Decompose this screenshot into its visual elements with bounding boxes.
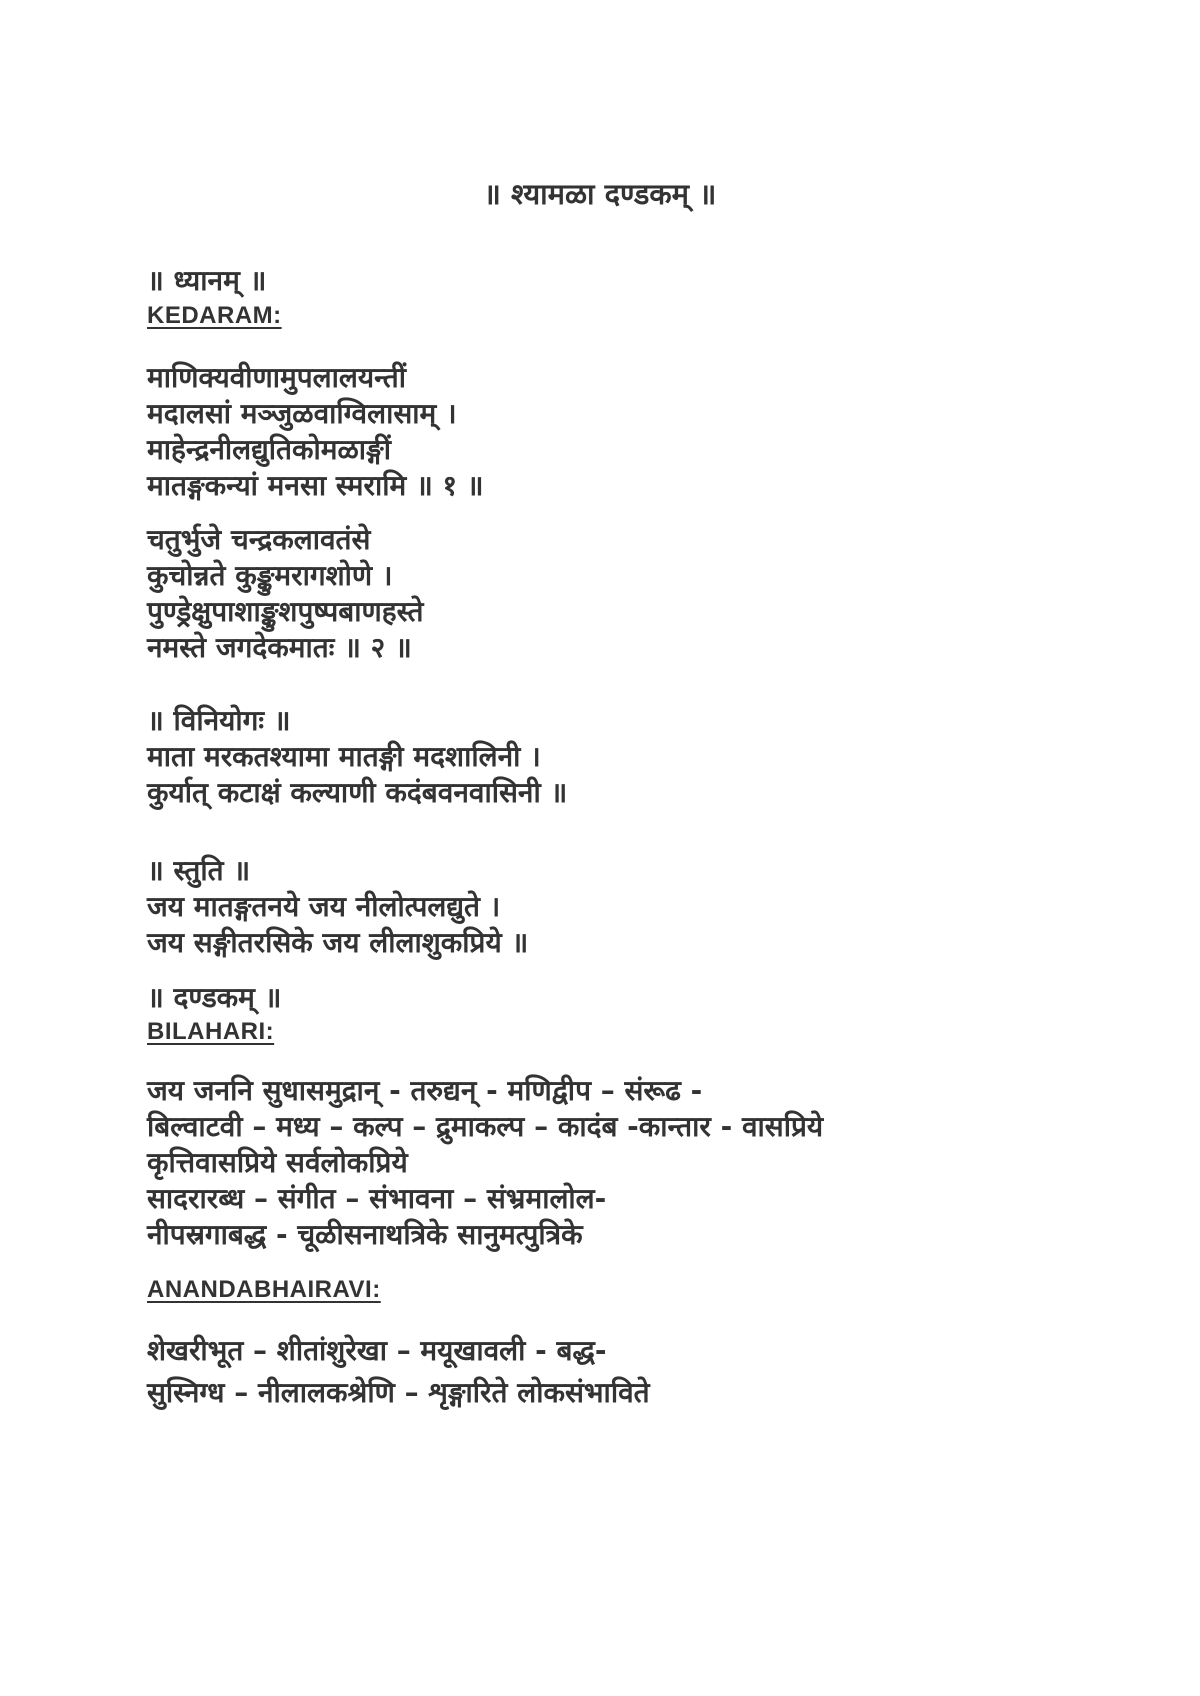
verse-line: कुचोन्नते कुङ्कुमरागशोणे । <box>147 559 393 592</box>
verse-line: शेखरीभूत – शीतांशुरेखा – मयूखावली - बद्ध- <box>147 1334 607 1367</box>
verse-line: कृत्तिवासप्रिये सर्वलोकप्रिये <box>147 1146 408 1179</box>
verse-line: कुर्यात् कटाक्षं कल्याणी कदंबवनवासिनी ॥ <box>147 776 568 809</box>
verse-line: चतुर्भुजे चन्द्रकलावतंसे <box>147 523 371 556</box>
verse-line: सुस्निग्ध – नीलालकश्रेणि – शृङ्गारिते लोकसंभाविते <box>147 1376 650 1409</box>
verse-line: माणिक्यवीणामुपलालयन्तीं <box>147 361 406 394</box>
stuti-section <box>147 853 1157 961</box>
verse-line: नमस्ते जगदेकमातः ॥ २ ॥ <box>147 631 412 664</box>
dhyanam-verse-2 <box>147 522 1157 666</box>
verse-line: पुण्ड्रेक्षुपाशाङ्कुशपुष्पबाणहस्ते <box>147 595 424 628</box>
verse-line: सादरारब्ध – संगीत – संभावना – संभ्रमालोल- <box>147 1182 607 1215</box>
raga-label-anandabhairavi: ANANDABHAIRAVI: <box>147 1276 381 1303</box>
section-heading-stuti: ॥ स्तुति ॥ <box>147 854 251 887</box>
verse-line: मदालसां मञ्जुळवाग्विलासाम् । <box>147 397 457 430</box>
document-title: ॥ श्यामळा दण्डकम् ॥ <box>483 177 717 211</box>
verse-line: जय मातङ्गतनये जय नीलोत्पलद्युते । <box>147 890 501 923</box>
dandakam-verse-anandabhairavi <box>147 1330 1157 1414</box>
dhyanam-verse-1 <box>147 360 1157 504</box>
section-dhyanam-heading-block <box>147 263 1157 299</box>
dandakam-verse-bilahari <box>147 1073 1157 1253</box>
verse-line: मातङ्गकन्यां मनसा स्मरामि ॥ १ ॥ <box>147 469 484 502</box>
verse-line: बिल्वाटवी – मध्य – कल्प – द्रुमाकल्प – कादंब -कान्तार - वासप्रिये <box>147 1110 824 1143</box>
section-dandakam-heading-block <box>147 980 1157 1016</box>
raga-label-kedaram: KEDARAM: <box>147 302 282 329</box>
section-heading-dandakam: ॥ दण्डकम् ॥ <box>147 981 282 1014</box>
raga-label-bilahari: BILAHARI: <box>147 1018 275 1045</box>
section-heading-viniyoga: ॥ विनियोगः ॥ <box>147 704 291 737</box>
viniyoga-section <box>147 703 1157 811</box>
verse-line: माहेन्द्रनीलद्युतिकोमळाङ्गीं <box>147 433 392 466</box>
verse-line: नीपस्रगाबद्ध - चूळीसनाथत्रिके सानुमत्पुत्रिके <box>147 1218 583 1251</box>
verse-line: माता मरकतश्यामा मातङ्गी मदशालिनी । <box>147 740 541 773</box>
section-heading-dhyanam: ॥ ध्यानम् ॥ <box>147 264 267 297</box>
verse-line: जय जननि सुधासमुद्रान् - तरुद्यन् - मणिद्वीप – संरूढ - <box>147 1074 703 1107</box>
verse-line: जय सङ्गीतरसिके जय लीलाशुकप्रिये ॥ <box>147 926 529 959</box>
